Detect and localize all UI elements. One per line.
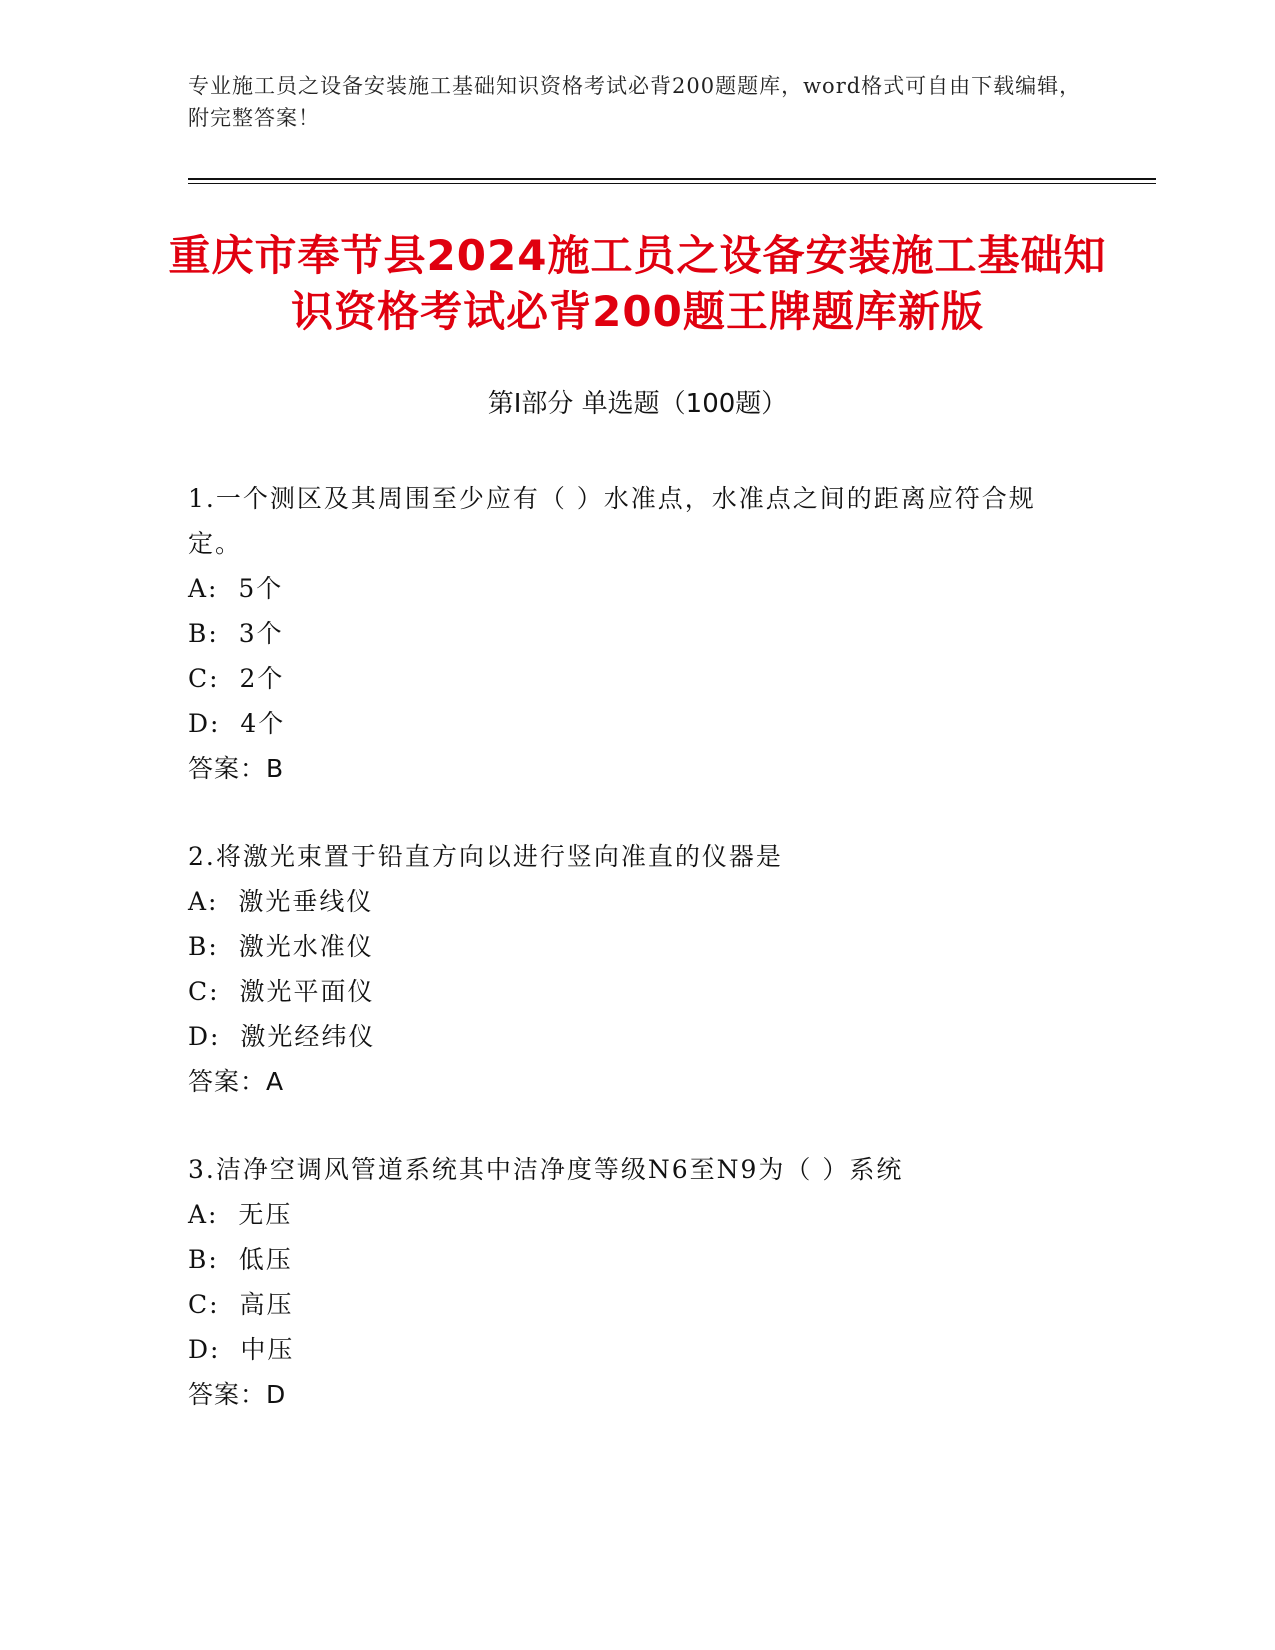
- question-3: [188, 1147, 1088, 1417]
- option-d: D: 激光经纬仪: [188, 1022, 376, 1051]
- question-stem: 2.将激光束置于铅直方向以进行竖向准直的仪器是: [188, 842, 783, 871]
- question-stem: 3.洁净空调风管道系统其中洁净度等级N6至N9为（ ）系统: [188, 1155, 904, 1184]
- option-b: B: 激光水准仪: [188, 932, 374, 961]
- answer: 答案：D: [188, 1380, 287, 1409]
- option-c: C: 高压: [188, 1290, 294, 1319]
- option-b: B: 3个: [188, 619, 284, 648]
- option-c: C: 激光平面仪: [188, 977, 375, 1006]
- question-1: [188, 476, 1088, 791]
- option-d: D: 中压: [188, 1335, 295, 1364]
- answer: 答案：A: [188, 1067, 285, 1096]
- header-note: 专业施工员之设备安装施工基础知识资格考试必背200题题库，word格式可自由下载编辑，附完整答案！: [188, 74, 1082, 130]
- option-a: A: 5个: [188, 574, 284, 603]
- question-stem: 1.一个测区及其周围至少应有（ ）水准点，水准点之间的距离应符合规定。: [188, 484, 1036, 558]
- question-2: [188, 834, 1088, 1104]
- section-heading: 第Ⅰ部分 单选题（100题）: [487, 389, 788, 419]
- option-a: A: 激光垂线仪: [188, 887, 374, 916]
- header-divider-thin: [188, 183, 1156, 184]
- option-c: C: 2个: [188, 664, 285, 693]
- answer: 答案：B: [188, 754, 285, 783]
- question-list: [188, 476, 1088, 1460]
- option-a: A: 无压: [188, 1200, 293, 1229]
- option-b: B: 低压: [188, 1245, 293, 1274]
- document-title: 重庆市奉节县2024施工员之设备安装施工基础知识资格考试必背200题王牌题库新版: [168, 231, 1107, 336]
- option-d: D: 4个: [188, 709, 286, 738]
- header-divider-thick: [188, 178, 1156, 180]
